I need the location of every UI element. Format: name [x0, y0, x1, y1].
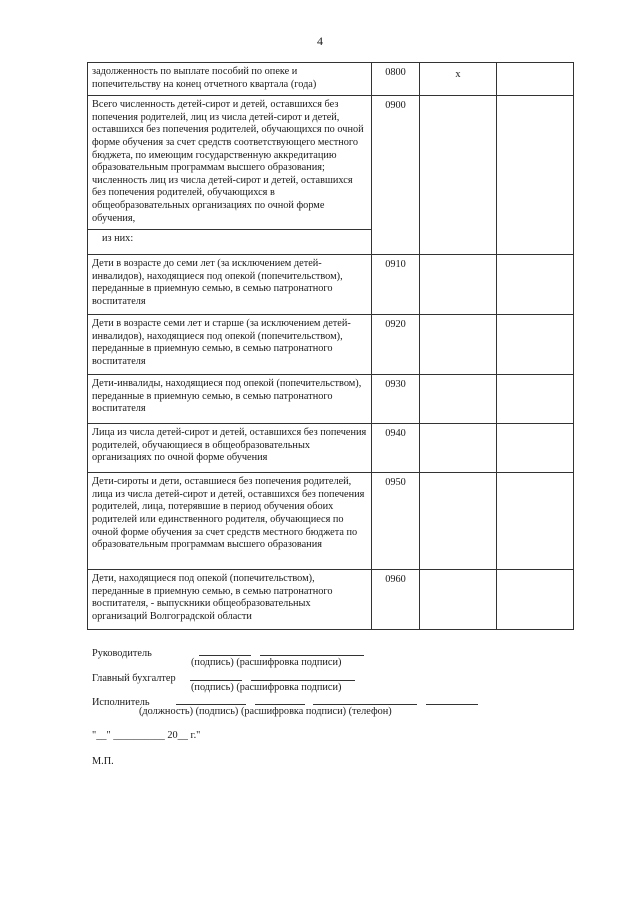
row-code: 0930	[372, 375, 420, 424]
row-subheader: из них:	[88, 230, 372, 255]
accountant-name-field[interactable]	[251, 670, 355, 681]
value-cell	[497, 96, 574, 255]
accountant-signature-field[interactable]	[190, 670, 242, 681]
row-code: 0960	[372, 570, 420, 630]
table-row-0920	[88, 315, 574, 375]
table-row-0910	[88, 255, 574, 315]
value-cell	[497, 473, 574, 570]
value-cell	[497, 315, 574, 375]
head-caption: (подпись) (расшифровка подписи)	[191, 657, 342, 668]
value-cell	[497, 424, 574, 473]
executor-phone-field[interactable]	[426, 694, 478, 705]
executor-caption: (должность) (подпись) (расшифровка подписи) (телефон)	[139, 706, 392, 717]
page-number: 4	[317, 34, 323, 48]
executor-name-field[interactable]	[313, 694, 417, 705]
row-code: 0910	[372, 255, 420, 315]
value-cell-x: x	[420, 63, 497, 96]
table-row-0930	[88, 375, 574, 424]
accountant-label: Главный бухгалтер	[92, 673, 176, 684]
executor-label: Исполнитель	[92, 697, 150, 708]
row-description: задолженность по выплате пособий по опеке и попечительству на конец отчетного квартала (года)	[88, 63, 372, 96]
row-code: 0950	[372, 473, 420, 570]
row-description: Лица из числа детей-сирот и детей, оставшихся без попечения родителей, обучающиеся в общеобразовательных организациях по очной форме обучения	[88, 424, 372, 473]
value-cell	[497, 255, 574, 315]
row-code: 0920	[372, 315, 420, 375]
head-name-field[interactable]	[260, 645, 364, 656]
value-cell	[497, 63, 574, 96]
row-description: Дети-сироты и дети, оставшиеся без попечения родителей, лица из числа детей-сирот и детей, оставшихся без попечения родителей, лица, потерявшие в период обучения обоих родителей или единственного родителя, обучающиеся по очной форме обучения за счет средств местного бюджета по образовательным программам высшего образования	[88, 473, 372, 570]
table-row-0900	[88, 96, 574, 230]
report-table	[87, 62, 574, 630]
value-cell	[497, 570, 574, 630]
stamp-place: М.П.	[92, 756, 114, 767]
value-cell	[420, 96, 497, 255]
value-cell	[420, 375, 497, 424]
head-label: Руководитель	[92, 648, 152, 659]
row-description: Дети, находящиеся под опекой (попечительством), переданные в приемную семью, в семью патронатного воспитателя, - выпускники общеобразовательных организаций Волгоградской области	[88, 570, 372, 630]
value-cell	[420, 473, 497, 570]
value-cell	[420, 570, 497, 630]
date-line: "__" __________ 20__ г."	[92, 730, 201, 741]
table-row-0940	[88, 424, 574, 473]
row-description: Дети в возрасте семи лет и старше (за исключением детей-инвалидов), находящиеся под опекой (попечительством), переданные в приемную семью, в семью патронатного воспитателя	[88, 315, 372, 375]
table-row-0960	[88, 570, 574, 630]
row-code: 0800	[372, 63, 420, 96]
value-cell	[420, 315, 497, 375]
table-row-0950	[88, 473, 574, 570]
value-cell	[497, 375, 574, 424]
row-description: Дети в возрасте до семи лет (за исключением детей-инвалидов), находящиеся под опекой (попечительством), переданные в приемную семью, в семью патронатного воспитателя	[88, 255, 372, 315]
value-cell	[420, 424, 497, 473]
row-description: Всего численность детей-сирот и детей, оставшихся без попечения родителей, лиц из числа детей-сирот и детей, оставшихся без попечения родителей, обучающихся по очной форме обучения за счет средств соответствующего местного бюджета, по имеющим государственную аккредитацию образовательным программам высшего образования; численность лиц из числа детей-сирот и детей, оставшихся без попечения родителей, обучающихся в общеобразовательных организациях по очной форме обучения,	[88, 96, 372, 230]
row-description: Дети-инвалиды, находящиеся под опекой (попечительством), переданные в приемную семью, в семью патронатного воспитателя	[88, 375, 372, 424]
row-code: 0940	[372, 424, 420, 473]
row-code: 0900	[372, 96, 420, 255]
value-cell	[420, 255, 497, 315]
executor-position-field[interactable]	[176, 694, 246, 705]
table-row-0800	[88, 63, 574, 96]
executor-signature-field[interactable]	[255, 694, 305, 705]
head-signature-field[interactable]	[199, 645, 251, 656]
accountant-caption: (подпись) (расшифровка подписи)	[191, 682, 342, 693]
